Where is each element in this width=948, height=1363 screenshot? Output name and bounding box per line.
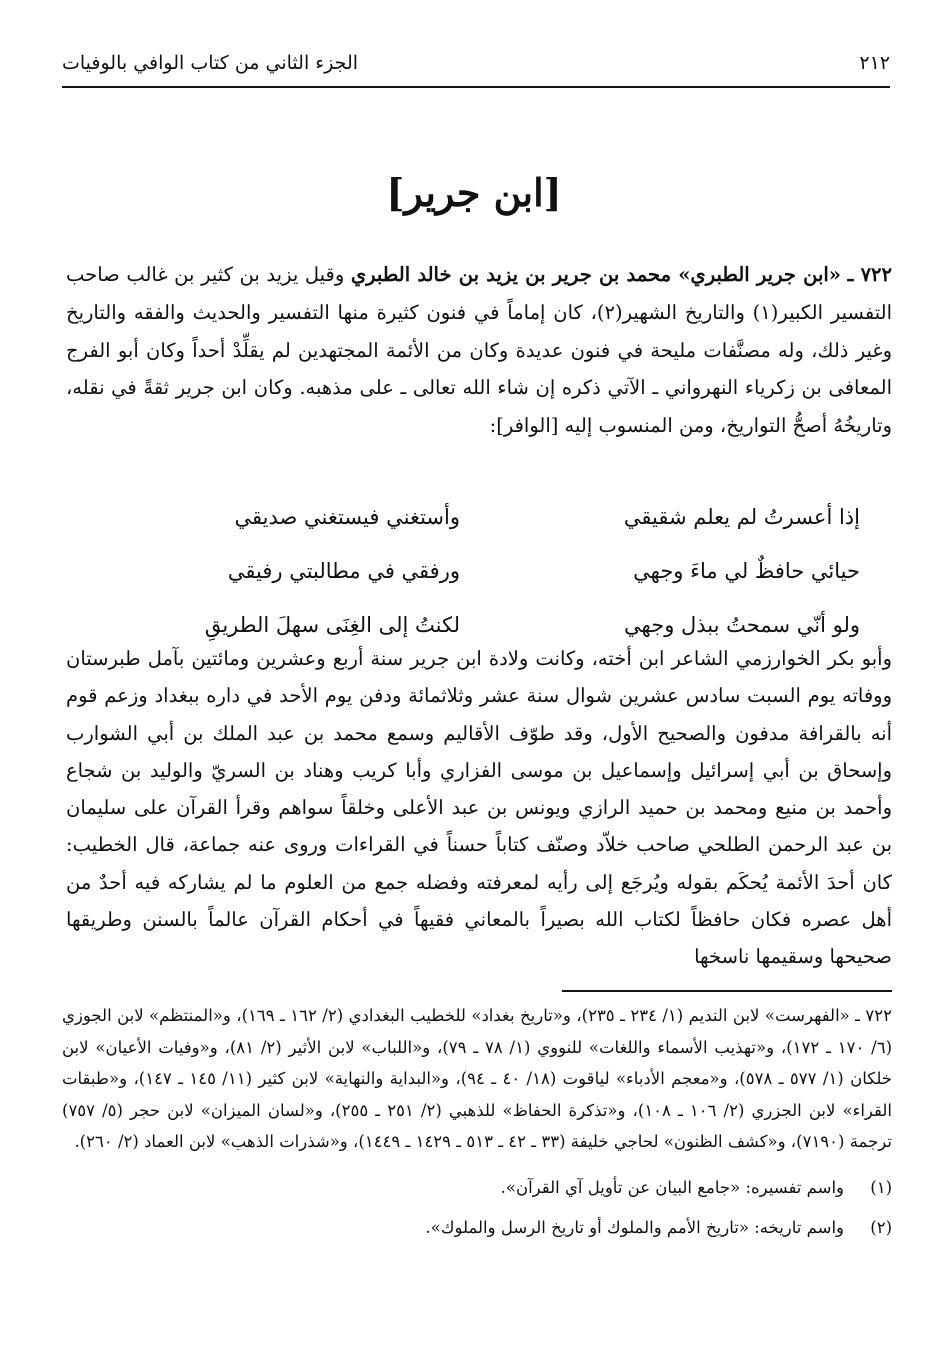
footnote-text: واسم تاريخه: «تاريخ الأمم والملوك أو تاريخ الرسل والملوك». — [425, 1217, 844, 1237]
entry-intro — [66, 256, 892, 445]
entry-continuation-paragraph: وأبو بكر الخوارزمي الشاعر ابن أخته، وكانت ولادة ابن جرير سنة أربع وعشرين ومائتين بآمل طبرستان ووفاته يوم السبت سادس عشرين شوال سنة عشر وثلاثمائة ودفن يوم الأحد في داره ببغداد وزعم قوم أنه بالقرافة مدفون والصحيح الأول، وقد طوّف الأقاليم وسمع محمد بن عبد الملك بن أبي الشوارب وإسحاق بن أبي إسرائيل وإسماعيل بن موسى الفزاري وأبا كريب وهناد بن السريّ والوليد بن شجاع وأحمد بن منيع ومحمد بن حميد الرازي ويونس بن عبد الأعلى وخلقاً سواهم وقرأ القرآن على سليمان بن عبد الرحمن الطلحي صاحب خلاّد وصنّف كتاباً حسناً في القراءات وروى عنه جماعة، قال الخطيب: كان أحدَ الأئمة يُحكَم بقوله ويُرجَع إلى رأيه لمعرفته وفضله جمع من العلوم ما لم يشاركه فيه أحدٌ من أهل عصره فكان حافظاً لكتاب الله بصيراً بالمعاني فقيهاً في أحكام القرآن عالماً بالسنن وطريقها صحيحها وسقيمها ناسخها — [66, 647, 892, 969]
page-number: ٢١٢ — [859, 52, 890, 74]
footnote-item — [62, 1168, 892, 1208]
footnote-number: (٢) — [870, 1217, 892, 1237]
entry-number: ٧٢٢ ـ — [847, 263, 892, 286]
entry-intro-paragraph — [66, 256, 892, 445]
footnote-text: واسم تفسيره: «جامع البيان عن تأويل آي القرآن». — [500, 1177, 844, 1197]
footnote-item — [62, 1208, 892, 1248]
section-title: [ابن جرير] — [386, 170, 562, 215]
footnotes — [62, 1000, 892, 1248]
entry-intro-text: وقيل يزيد بن كثير بن غالب صاحب التفسير الكبير(١) والتاريخ الشهير(٢)، كان إماماً في فنون كثيرة منها التفسير والحديث والفقه والتاريخ وغير ذلك، وله مصنَّفات مليحة في فنون عديدة وكان من الأئمة المجتهدين لم يقلِّدْ أحداً وكان أبو الفرج المعافى بن زكرياء النهرواني ـ الآتي ذكره إن شاء الله تعالى ـ على مذهبه. وكان ابن جرير ثقةً في نقله، وتاريخُهُ أصحُّ التواريخ، ومن المنسوب إليه [الوافر]: — [66, 263, 892, 438]
running-title: الجزء الثاني من كتاب الوافي بالوفيات — [62, 52, 359, 74]
running-header — [62, 40, 890, 74]
verse-first-hemistich: إذا أعسرتُ لم يعلم شقيقي — [623, 505, 860, 529]
footnote-list — [62, 1168, 892, 1248]
footnote-rule — [562, 990, 892, 992]
footnote-number: (١) — [870, 1177, 892, 1197]
entry-continuation — [66, 640, 892, 976]
verse-second-hemistich: ورفقي في مطالبتي رفيقي — [227, 559, 460, 583]
verse-first-hemistich: حيائي حافظٌ لي ماءَ وجهي — [633, 559, 860, 583]
header-rule — [62, 86, 890, 88]
entry-name: «ابن جرير الطبري» محمد بن جرير بن يزيد بن خالد الطبري — [350, 263, 841, 286]
verse-second-hemistich: لكنتُ إلى الغِنَى سهلَ الطريقِ — [204, 613, 460, 637]
poem-verse — [100, 544, 860, 598]
footnote-sources: ٧٢٢ ـ «الفهرست» لابن النديم (١/ ٢٣٤ ـ ٢٣٥)، و«تاريخ بغداد» للخطيب البغدادي (٢/ ١٦٢ ـ ١٦٩)، و«المنتظم» لابن الجوزي (٦/ ١٧٠ ـ ١٧٢)، و«تهذيب الأسماء واللغات» للنووي (١/ ٧٨ ـ ٧٩)، و«اللباب» لابن الأثير (٢/ ٨١)، و«وفيات الأعيان» لابن خلكان (١/ ٥٧٧ ـ ٥٧٨)، و«معجم الأدباء» لياقوت (١٨/ ٤٠ ـ ٩٤)، و«البداية والنهاية» لابن كثير (١١/ ١٤٥ ـ ١٤٧)، و«طبقات القراء» لابن الجزري (٢/ ١٠٦ ـ ١٠٨)، و«تذكرة الحفاظ» للذهبي (٢/ ٢٥١ ـ ٢٥٥)، و«لسان الميزان» لابن حجر (٥/ ٧٥٧) ترجمة (٧١٩٠)، و«كشف الظنون» لحاجي خليفة (٣٣ ـ ٤٢ ـ ٥١٣ ـ ١٤٢٩ ـ ١٤٤٩)، و«شذرات الذهب» لابن العماد (٢/ ٢٦٠). — [62, 1006, 893, 1152]
poem-verse — [100, 490, 860, 544]
poem — [100, 490, 860, 652]
verse-second-hemistich: وأستغني فيستغني صديقي — [234, 505, 460, 529]
verse-first-hemistich: ولو أنّي سمحتُ ببذل وجهي — [624, 613, 860, 637]
